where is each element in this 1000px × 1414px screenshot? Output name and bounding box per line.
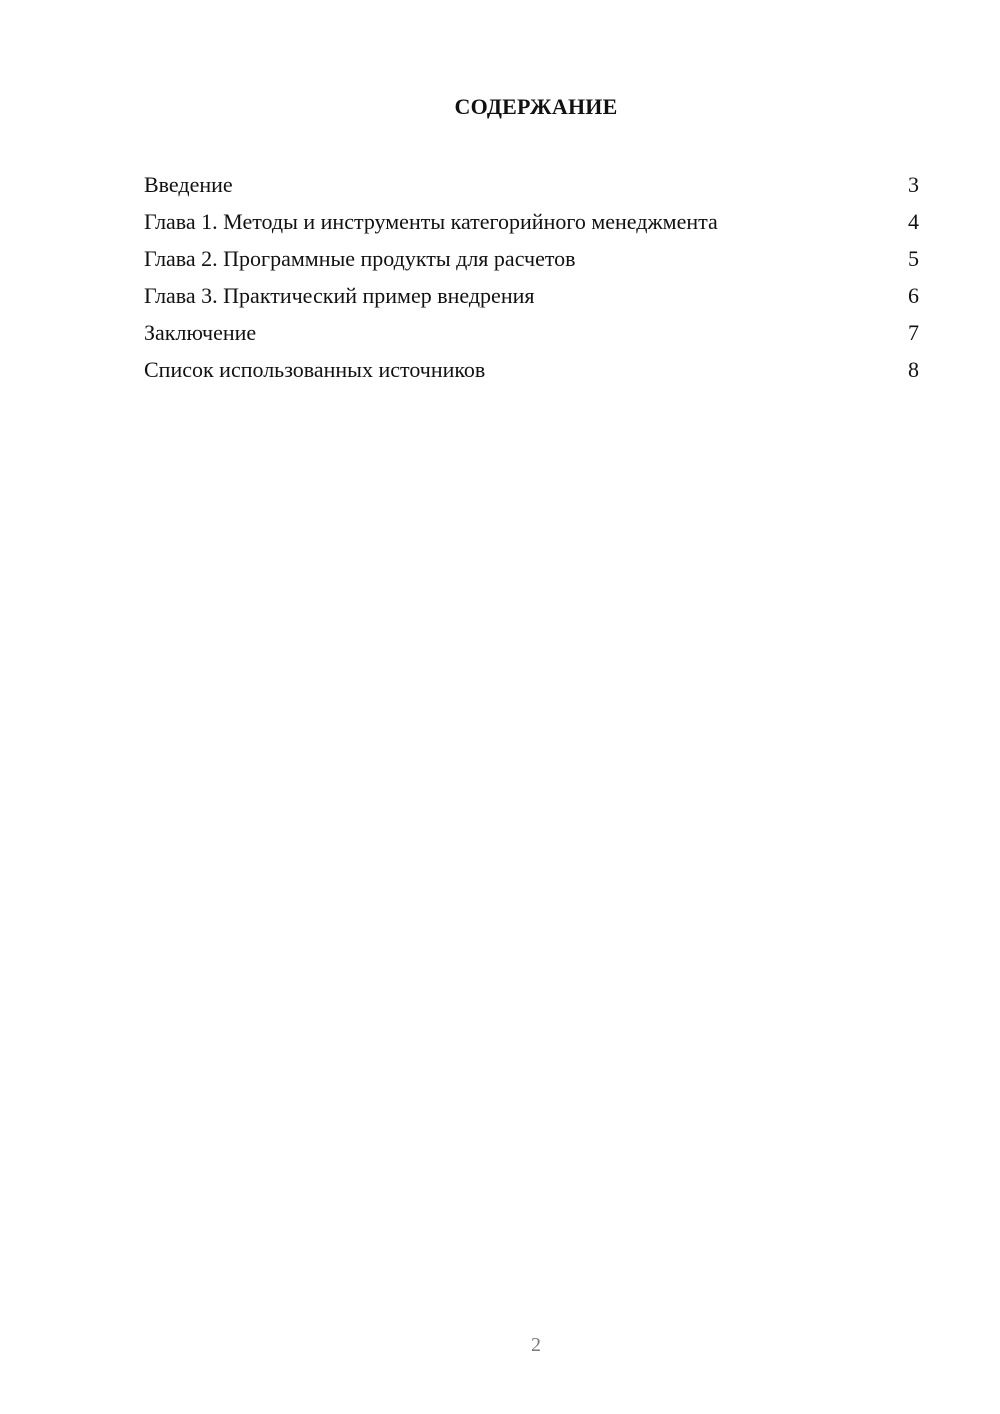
toc-entry-title: Введение: [144, 172, 233, 197]
table-of-contents: [144, 170, 919, 392]
toc-entry-introduction: [144, 170, 919, 207]
toc-entry-title: Глава 2. Программные продукты для расчетов: [144, 246, 576, 271]
toc-entry-page: 8: [908, 357, 919, 382]
toc-entry-conclusion: [144, 318, 919, 355]
toc-entry-title: Список использованных источников: [144, 357, 486, 382]
page-number: 2: [531, 1334, 541, 1356]
toc-entry-chapter-2: [144, 244, 919, 281]
toc-entry-title: Глава 1. Методы и инструменты категорийного менеджмента: [144, 209, 718, 234]
toc-entry-page: 6: [908, 283, 919, 308]
toc-entry-title: Заключение: [144, 320, 257, 345]
toc-entry-page: 4: [908, 209, 919, 234]
toc-entry-chapter-1: [144, 207, 919, 244]
toc-entry-page: 7: [908, 320, 919, 345]
toc-entry-references: [144, 355, 919, 392]
page-title: СОДЕРЖАНИЕ: [454, 94, 618, 119]
toc-entry-page: 3: [908, 172, 919, 197]
toc-entry-page: 5: [908, 246, 919, 271]
toc-entry-title: Глава 3. Практический пример внедрения: [144, 283, 535, 308]
toc-entry-chapter-3: [144, 281, 919, 318]
